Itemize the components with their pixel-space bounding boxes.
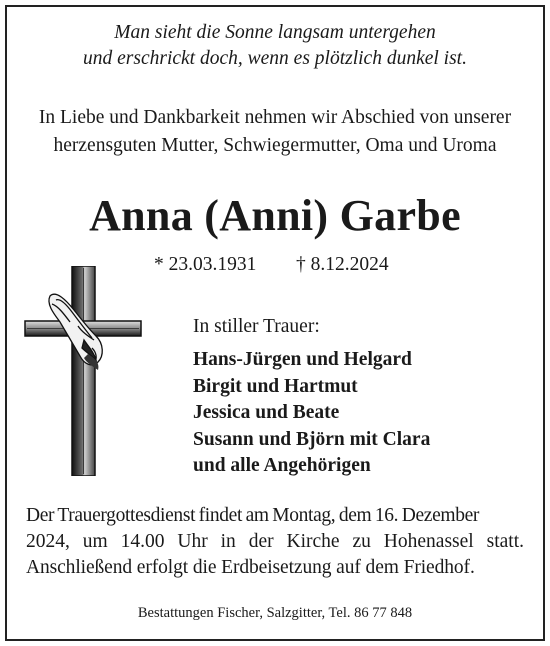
- quote-line-1: Man sieht die Sonne langsam untergehen: [114, 22, 436, 43]
- mourner-item: Birgit und Hartmut: [193, 375, 358, 397]
- death-date: † 8.12.2024: [296, 254, 389, 275]
- intro-line-1: In Liebe und Dankbarkeit nehmen wir Abschied von unserer: [38, 107, 512, 128]
- cross-with-praying-hands-icon: [22, 266, 144, 476]
- service-line-2: 2024, um 14.00 Uhr in der Kirche zu Hohenassel statt.: [26, 531, 524, 552]
- mourner-item: Hans-Jürgen und Helgard: [193, 349, 412, 370]
- intro-line-2: herzensguten Mutter, Schwiegermutter, Oma und Uroma: [53, 135, 497, 156]
- intro-text: [0, 104, 550, 160]
- mourner-item: Susann und Björn mit Clara: [193, 428, 431, 450]
- service-line-1: Der Trauergottesdienst findet am Montag, dem 16. Dezember: [26, 505, 480, 526]
- service-announcement: [26, 503, 524, 581]
- service-line-3: Anschließend erfolgt die Erdbeisetzung auf dem Friedhof.: [26, 557, 475, 578]
- mourner-item: Jessica und Beate: [193, 402, 340, 423]
- mourner-item: und alle Angehörigen: [193, 455, 371, 476]
- birth-date: * 23.03.1931: [154, 254, 257, 275]
- funeral-home-footer: Bestattungen Fischer, Salzgitter, Tel. 86 77 848: [137, 605, 413, 621]
- mourning-heading: In stiller Trauer:: [193, 316, 320, 337]
- quote-line-2: und erschrickt doch, wenn es plötzlich dunkel ist.: [83, 48, 467, 69]
- epigraph-quote: [0, 20, 550, 72]
- mourner-list: [193, 347, 430, 480]
- deceased-name: Anna (Anni) Garbe: [89, 191, 461, 240]
